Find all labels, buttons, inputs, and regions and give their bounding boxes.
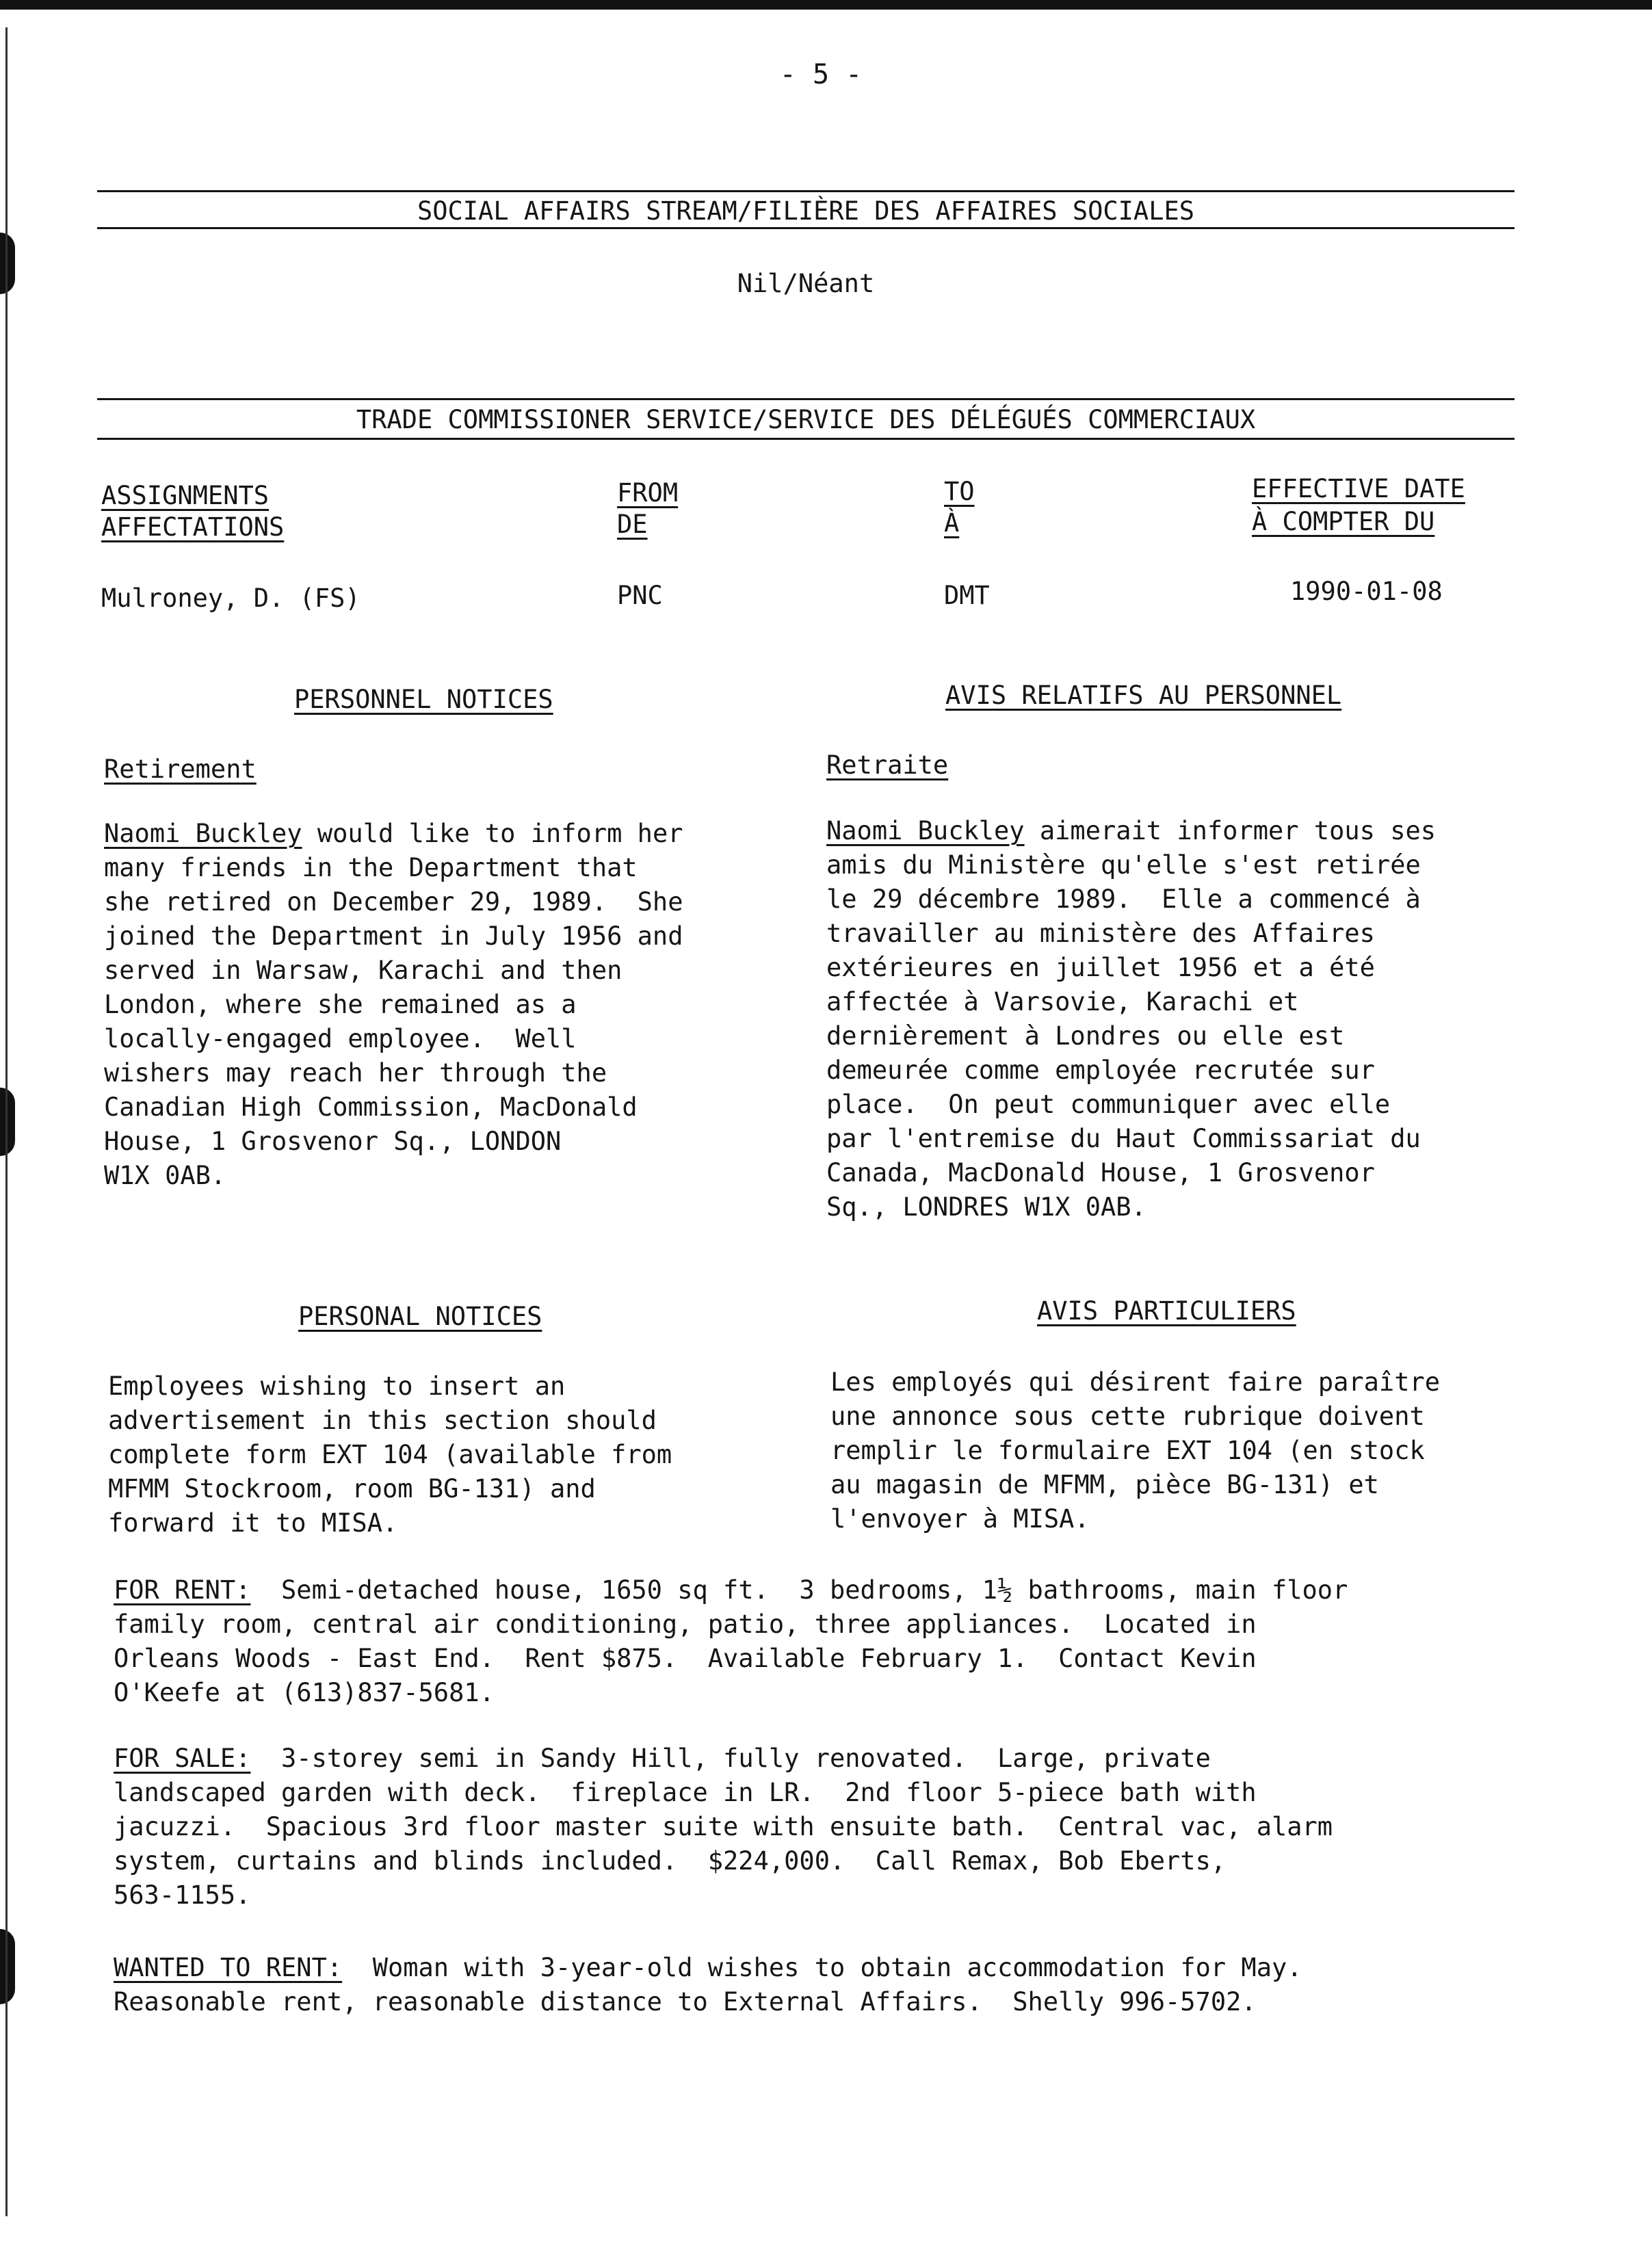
ad-label: WANTED TO RENT: bbox=[114, 1953, 343, 1982]
col-header-to: TO bbox=[944, 477, 975, 506]
ad-line: 3-storey semi in Sandy Hill, fully renovated. Large, private bbox=[250, 1744, 1211, 1773]
binding-mark bbox=[0, 1088, 15, 1156]
binding-mark bbox=[0, 1929, 15, 2004]
col-header-assignments: ASSIGNMENTS bbox=[101, 481, 270, 510]
ad-line: O'Keefe at (613)837-5681. bbox=[114, 1678, 495, 1707]
paragraph-line: Sq., LONDRES W1X 0AB. bbox=[826, 1192, 1146, 1222]
ad-line: Woman with 3-year-old wishes to obtain accommodation for May. bbox=[342, 1953, 1302, 1982]
ad-line: Orleans Woods - East End. Rent $875. Available February 1. Contact Kevin bbox=[114, 1644, 1257, 1673]
paragraph-line: joined the Department in July 1956 and bbox=[104, 921, 683, 951]
ad-line: family room, central air conditioning, patio, three appliances. Located in bbox=[114, 1610, 1257, 1639]
paragraph-line: extérieures en juillet 1956 et a été bbox=[826, 953, 1375, 982]
paragraph-line: locally-engaged employee. Well bbox=[104, 1024, 577, 1053]
social-affairs-heading: SOCIAL AFFAIRS STREAM/FILIÈRE DES AFFAIRES SOCIALES bbox=[417, 196, 1195, 226]
retirement-subheading-en: Retirement bbox=[104, 754, 257, 784]
page-number: - 5 - bbox=[779, 59, 863, 90]
paragraph-line: place. On peut communiquer avec elle bbox=[826, 1090, 1391, 1119]
ad-line: Reasonable rent, reasonable distance to External Affairs. Shelly 996-5702. bbox=[114, 1987, 1257, 2017]
paragraph-line: would like to inform her bbox=[302, 819, 683, 848]
section-rule bbox=[97, 227, 1515, 229]
paragraph-line: wishers may reach her through the bbox=[104, 1058, 607, 1088]
trade-commissioner-heading: TRADE COMMISSIONER SERVICE/SERVICE DES DÉLÉGUÉS COMMERCIAUX bbox=[356, 405, 1256, 434]
paragraph-line: une annonce sous cette rubrique doivent bbox=[830, 1402, 1425, 1431]
paragraph-line: travailler au ministère des Affaires bbox=[826, 919, 1375, 948]
section-rule bbox=[97, 438, 1515, 440]
paragraph-line: served in Warsaw, Karachi and then bbox=[104, 956, 622, 985]
ad-line: 563-1155. bbox=[114, 1880, 251, 1910]
ad-line: landscaped garden with deck. fireplace in LR. 2nd floor 5-piece bath with bbox=[114, 1778, 1257, 1807]
paragraph-line: Canadian High Commission, MacDonald bbox=[104, 1092, 638, 1122]
paragraph-line: l'envoyer à MISA. bbox=[830, 1504, 1090, 1534]
personal-notices-heading-en: PERSONAL NOTICES bbox=[298, 1302, 542, 1331]
personnel-notices-heading-fr: AVIS RELATIFS AU PERSONNEL bbox=[945, 681, 1342, 710]
cell-to: DMT bbox=[944, 581, 990, 610]
ad-line: system, curtains and blinds included. $224,000. Call Remax, Bob Eberts, bbox=[114, 1846, 1227, 1876]
scan-top-edge bbox=[0, 0, 1652, 10]
retiree-name-fr: Naomi Buckley bbox=[826, 816, 1025, 845]
ad-line: jacuzzi. Spacious 3rd floor master suite with ensuite bath. Central vac, alarm bbox=[114, 1812, 1333, 1841]
paragraph-line: London, where she remained as a bbox=[104, 990, 577, 1019]
paragraph-line: amis du Ministère qu'elle s'est retirée bbox=[826, 850, 1421, 880]
social-affairs-value: Nil/Néant bbox=[737, 269, 875, 298]
paragraph-line: le 29 décembre 1989. Elle a commencé à bbox=[826, 884, 1421, 914]
paragraph-line: complete form EXT 104 (available from bbox=[108, 1440, 672, 1469]
cell-from: PNC bbox=[617, 581, 663, 610]
scan-left-edge bbox=[5, 27, 8, 2216]
personal-notices-heading-fr: AVIS PARTICULIERS bbox=[1037, 1296, 1296, 1326]
paragraph-line: Les employés qui désirent faire paraître bbox=[830, 1367, 1441, 1397]
cell-date: 1990-01-08 bbox=[1290, 577, 1443, 606]
paragraph-line: Canada, MacDonald House, 1 Grosvenor bbox=[826, 1158, 1375, 1187]
col-header-a: À bbox=[944, 508, 960, 538]
paragraph-line: advertisement in this section should bbox=[108, 1406, 657, 1435]
ad-line: Semi-detached house, 1650 sq ft. 3 bedrooms, 1½ bathrooms, main floor bbox=[250, 1575, 1348, 1605]
paragraph-line: she retired on December 29, 1989. She bbox=[104, 887, 683, 917]
col-header-a-compter-du: À COMPTER DU bbox=[1252, 507, 1435, 536]
paragraph-line: remplir le formulaire EXT 104 (en stock bbox=[830, 1436, 1425, 1465]
section-rule bbox=[97, 398, 1515, 400]
paragraph-line: au magasin de MFMM, pièce BG-131) et bbox=[830, 1470, 1379, 1499]
paragraph-line: dernièrement à Londres ou elle est bbox=[826, 1021, 1345, 1051]
ad-label: FOR RENT: bbox=[114, 1575, 251, 1605]
cell-name: Mulroney, D. (FS) bbox=[101, 583, 360, 613]
paragraph-line: House, 1 Grosvenor Sq., LONDON bbox=[104, 1127, 562, 1156]
section-rule bbox=[97, 190, 1515, 192]
paragraph-line: many friends in the Department that bbox=[104, 853, 638, 882]
ad-label: FOR SALE: bbox=[114, 1744, 251, 1773]
paragraph-line: MFMM Stockroom, room BG-131) and bbox=[108, 1474, 596, 1504]
personnel-notices-heading-en: PERSONNEL NOTICES bbox=[294, 685, 553, 714]
retirement-subheading-fr: Retraite bbox=[826, 750, 949, 780]
paragraph-line: aimerait informer tous ses bbox=[1024, 816, 1437, 845]
col-header-de: DE bbox=[617, 510, 648, 539]
paragraph-line: affectée à Varsovie, Karachi et bbox=[826, 987, 1299, 1016]
paragraph-line: W1X 0AB. bbox=[104, 1161, 226, 1190]
paragraph-line: Employees wishing to insert an bbox=[108, 1371, 566, 1401]
col-header-effective-date: EFFECTIVE DATE bbox=[1252, 474, 1465, 503]
paragraph-line: forward it to MISA. bbox=[108, 1508, 398, 1538]
col-header-affectations: AFFECTATIONS bbox=[101, 512, 285, 542]
paragraph-line: demeurée comme employée recrutée sur bbox=[826, 1055, 1375, 1085]
paragraph-line: par l'entremise du Haut Commissariat du bbox=[826, 1124, 1421, 1153]
col-header-from: FROM bbox=[617, 478, 679, 508]
retiree-name-en: Naomi Buckley bbox=[104, 819, 302, 848]
binding-mark bbox=[0, 233, 15, 294]
